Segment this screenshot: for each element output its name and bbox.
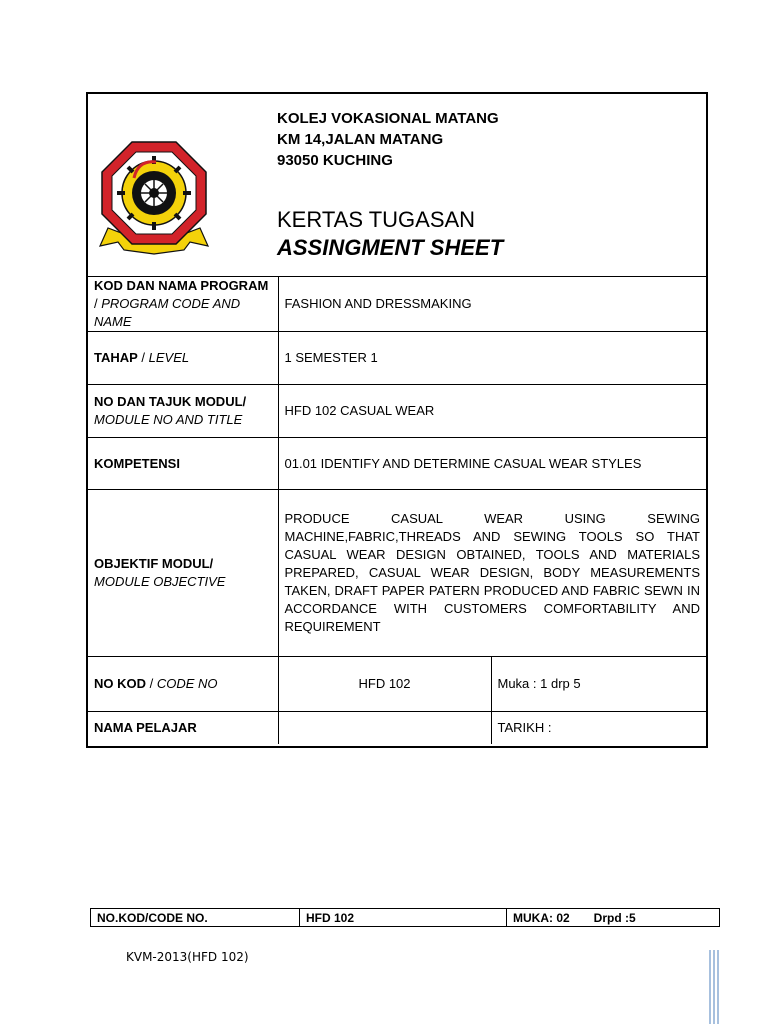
competency-value: 01.01 IDENTIFY AND DETERMINE CASUAL WEAR STYLES <box>278 438 706 490</box>
level-label: TAHAP / LEVEL <box>88 332 278 385</box>
address-line-1: KM 14,JALAN MATANG <box>277 131 444 148</box>
competency-label: KOMPETENSI <box>88 438 278 490</box>
row-objective <box>88 490 706 657</box>
college-name: KOLEJ VOKASIONAL MATANG <box>277 110 499 127</box>
footer-code-label: NO.KOD/CODE NO. <box>91 909 300 927</box>
title-english: ASSINGMENT SHEET <box>277 235 504 260</box>
code-label: NO KOD / CODE NO <box>88 657 278 712</box>
objective-value: PRODUCE CASUAL WEAR USING SEWING MACHINE,FABRIC,THREADS AND SEWING TOOLS SO THAT CASUAL WEAR DESIGN OBTAINED, TOOLS AND MATERIALS PREPARED, CASUAL WEAR DESIGN, BODY MEASUREMENTS TAKEN, DRAFT PAPER PATERN PRODUCED AND FABRIC SEWN IN ACCORDANCE WITH CUSTOMERS COMFORTABILITY AND REQUIREMENT <box>278 490 706 657</box>
row-code <box>88 657 706 712</box>
level-value: 1 SEMESTER 1 <box>278 332 706 385</box>
date-field[interactable]: TARIKH : <box>491 712 706 744</box>
program-label: KOD DAN NAMA PROGRAM / PROGRAM CODE AND NAME <box>88 277 278 332</box>
address-line-2: 93050 KUCHING <box>277 152 393 169</box>
footer-table <box>90 908 720 927</box>
objective-label: OBJEKTIF MODUL/ MODULE OBJECTIVE <box>88 490 278 657</box>
student-name-field[interactable] <box>278 712 491 744</box>
footer-page: MUKA: 02 Drpd :5 <box>507 909 720 927</box>
document-reference: KVM-2013(HFD 102) <box>126 950 249 964</box>
module-info-table <box>88 276 706 744</box>
document-title <box>277 206 503 262</box>
module-value: HFD 102 CASUAL WEAR <box>278 385 706 438</box>
margin-lines <box>708 950 720 1024</box>
code-value: HFD 102 <box>278 657 491 712</box>
row-module <box>88 385 706 438</box>
header-block <box>88 94 706 276</box>
row-competency <box>88 438 706 490</box>
student-label: NAMA PELAJAR <box>88 712 278 744</box>
row-program <box>88 277 706 332</box>
row-level <box>88 332 706 385</box>
row-student <box>88 712 706 744</box>
title-malay: KERTAS TUGASAN <box>277 207 476 232</box>
college-address <box>277 108 499 171</box>
module-label: NO DAN TAJUK MODUL/ MODULE NO AND TITLE <box>88 385 278 438</box>
assignment-sheet <box>86 92 708 748</box>
program-value: FASHION AND DRESSMAKING <box>278 277 706 332</box>
college-crest-icon <box>94 138 214 256</box>
footer-code-value: HFD 102 <box>300 909 507 927</box>
page-count: Muka : 1 drp 5 <box>491 657 706 712</box>
